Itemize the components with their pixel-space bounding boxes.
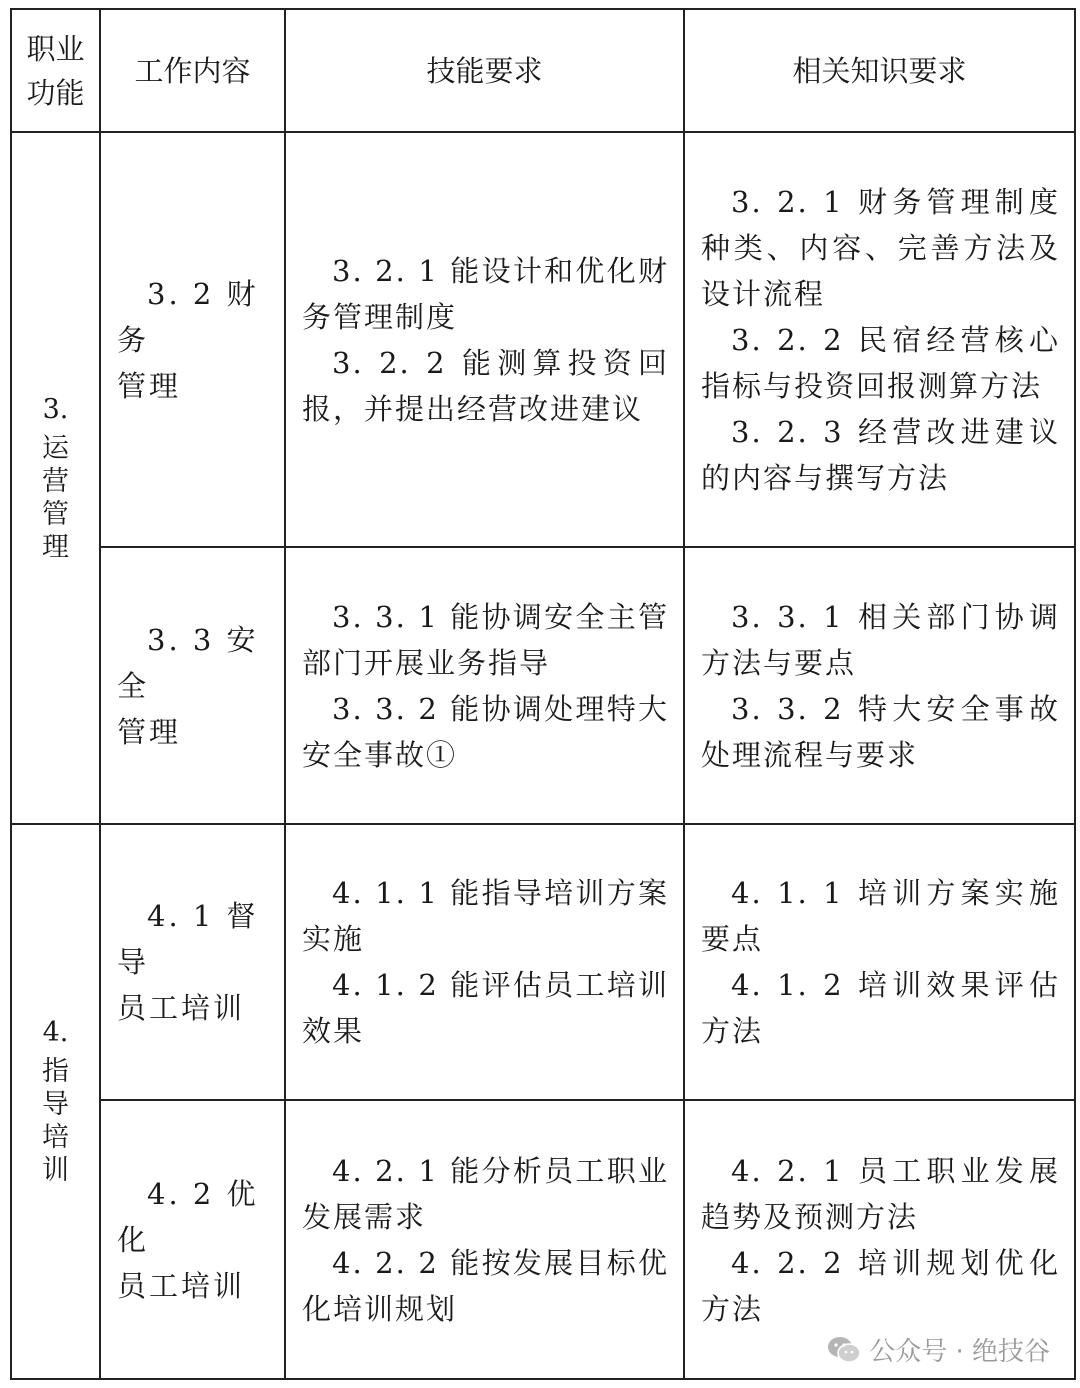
header-function-line2: 功能 xyxy=(26,75,85,110)
skills-cell: 3. 2. 1 能设计和优化财务管理制度 3. 2. 2 能测算投资回报，并提出经营改进建议 xyxy=(285,132,684,547)
header-knowledge: 相关知识要求 xyxy=(684,9,1075,132)
function-name: 运 营 管 理 xyxy=(42,432,69,563)
knowledge-cell: 3. 3. 1 相关部门协调方法与要点 3. 3. 2 特大安全事故处理流程与要求 xyxy=(684,547,1075,824)
skills-cell: 4. 1. 1 能指导培训方案实施 4. 1. 2 能评估员工培训效果 xyxy=(285,824,684,1100)
table-row xyxy=(11,547,1075,824)
function-operations xyxy=(11,132,100,824)
function-number: 3. xyxy=(42,393,69,425)
header-skills: 技能要求 xyxy=(285,9,684,132)
function-number: 4. xyxy=(42,1017,69,1048)
occupational-standard-table xyxy=(10,8,1076,1380)
header-function xyxy=(11,9,100,132)
knowledge-cell: 4. 1. 1 培训方案实施要点 4. 1. 2 培训效果评估方法 xyxy=(684,824,1075,1100)
work-content-cell: 4. 1 督导 员工培训 xyxy=(100,824,285,1100)
work-content-cell: 4. 2 优化 员工培训 xyxy=(100,1100,285,1379)
knowledge-cell: 4. 2. 1 员工职业发展趋势及预测方法 4. 2. 2 培训规划优化方法 xyxy=(684,1100,1075,1379)
function-training xyxy=(11,824,100,1379)
skills-cell: 4. 2. 1 能分析员工职业发展需求 4. 2. 2 能按发展目标优化培训规划 xyxy=(285,1100,684,1379)
wechat-icon xyxy=(827,1336,861,1364)
work-content-cell: 3. 2 财务 管理 xyxy=(100,132,285,547)
watermark xyxy=(827,1331,1050,1368)
function-name: 指 导 培 训 xyxy=(42,1056,69,1186)
header-function-line1: 职业 xyxy=(26,31,85,66)
table-row xyxy=(11,824,1075,1100)
work-content-cell: 3. 3 安全 管理 xyxy=(100,547,285,824)
knowledge-cell: 3. 2. 1 财务管理制度种类、内容、完善方法及设计流程 3. 2. 2 民宿经营核心指标与投资回报测算方法 3. 2. 3 经营改进建议的内容与撰写方法 xyxy=(684,132,1075,547)
watermark-text: 公众号 · 绝技谷 xyxy=(869,1337,1050,1367)
header-row xyxy=(11,9,1075,132)
header-work-content: 工作内容 xyxy=(100,9,285,132)
skills-cell: 3. 3. 1 能协调安全主管部门开展业务指导 3. 3. 2 能协调处理特大安全事故① xyxy=(285,547,684,824)
table-row xyxy=(11,132,1075,547)
